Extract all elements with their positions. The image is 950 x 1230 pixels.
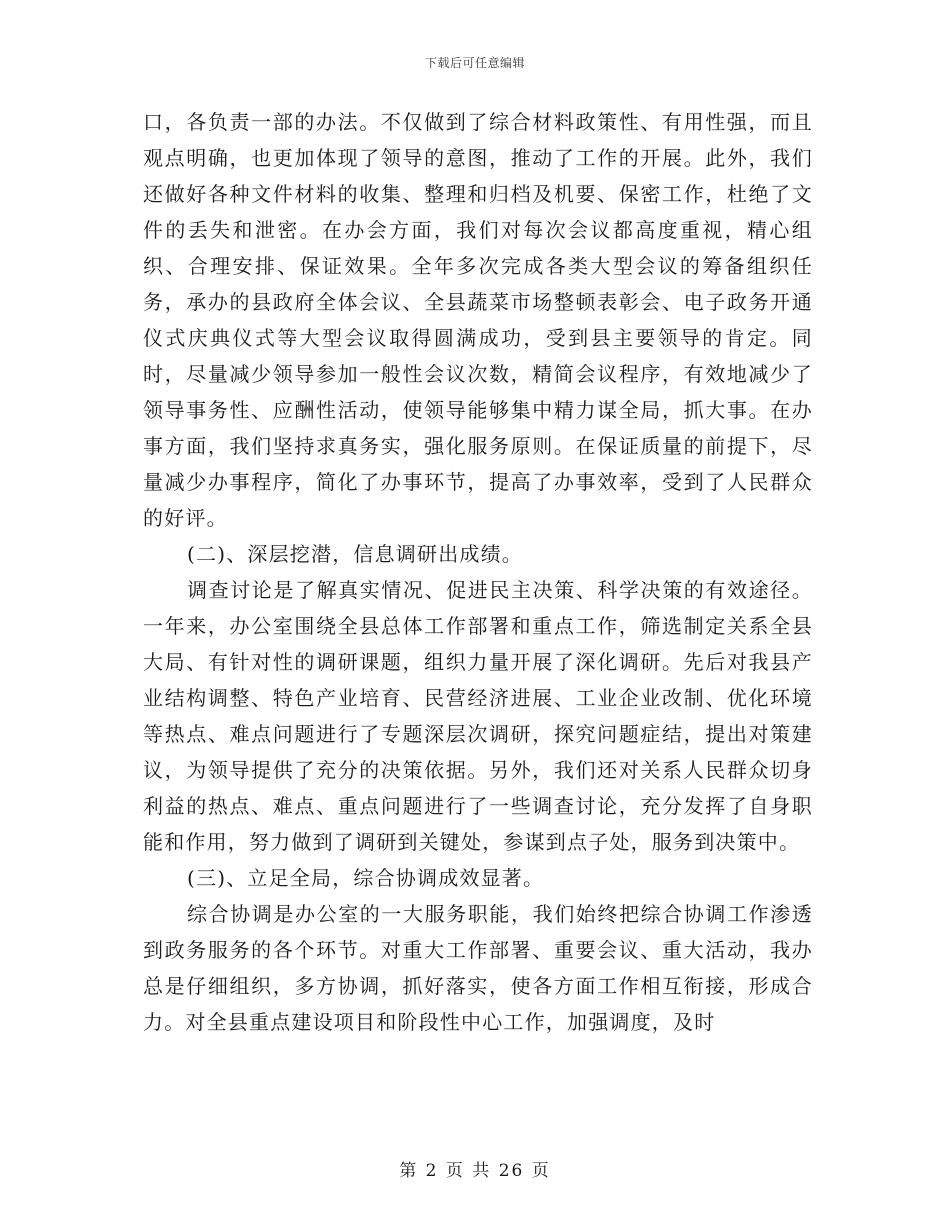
paragraph-continuation: 口，各负责一部的办法。不仅做到了综合材料政策性、有用性强，而且观点明确，也更加体现了领导的意图，推动了工作的开展。此外，我们还做好各种文件材料的收集、整理和归档及机要、保密工作，杜绝了文件的丢失和泄密。在办会方面，我们对每次会议都高度重视，精心组织、合理安排、保证效果。全年多次完成各类大型会议的筹备组织任务，承办的县政府全体会议、全县蔬菜市场整顿表彰会、电子政务开通仪式庆典仪式等大型会议取得圆满成功，受到县主要领导的肯定。同时，尽量减少领导参加一般性会议次数，精简会议程序，有效地减少了领导事务性、应酬性活动，使领导能够集中精力谋全局，抓大事。在办事方面，我们坚持求真务实，强化服务原则。在保证质量的前提下，尽量减少办事程序，简化了办事环节，提高了办事效率，受到了人民群众的好评。 [143,110,813,530]
header-note: 下载后可任意编辑 [424,56,525,70]
section-heading-2: (二)、深层挖潜，信息调研出成绩。 [187,542,524,566]
body-text [143,104,813,1040]
paragraph-coordination: 综合协调是办公室的一大服务职能，我们始终把综合协调工作渗透到政务服务的各个环节。对重大工作部署、重要会议、重大活动，我办总是仔细组织，多方协调，抓好落实，使各方面工作相互衔接，形成合力。对全县重点建设项目和阶段性中心工作，加强调度，及时 [143,902,813,1034]
section-heading-3: (三)、立足全局，综合协调成效显著。 [187,866,545,890]
paragraph-research: 调查讨论是了解真实情况、促进民主决策、科学决策的有效途径。一年来，办公室围绕全县总体工作部署和重点工作，筛选制定关系全县大局、有针对性的调研课题，组织力量开展了深化调研。先后对我县产业结构调整、特色产业培育、民营经济进展、工业企业改制、优化环境等热点、难点问题进行了专题深层次调研，探究问题症结，提出对策建议，为领导提供了充分的决策依据。另外，我们还对关系人民群众切身利益的热点、难点、重点问题进行了一些调查讨论，充分发挥了自身职能和作用，努力做到了调研到关键处，参谋到点子处，服务到决策中。 [143,578,813,854]
page-number: 第 2 页 共 26 页 [399,1161,551,1181]
